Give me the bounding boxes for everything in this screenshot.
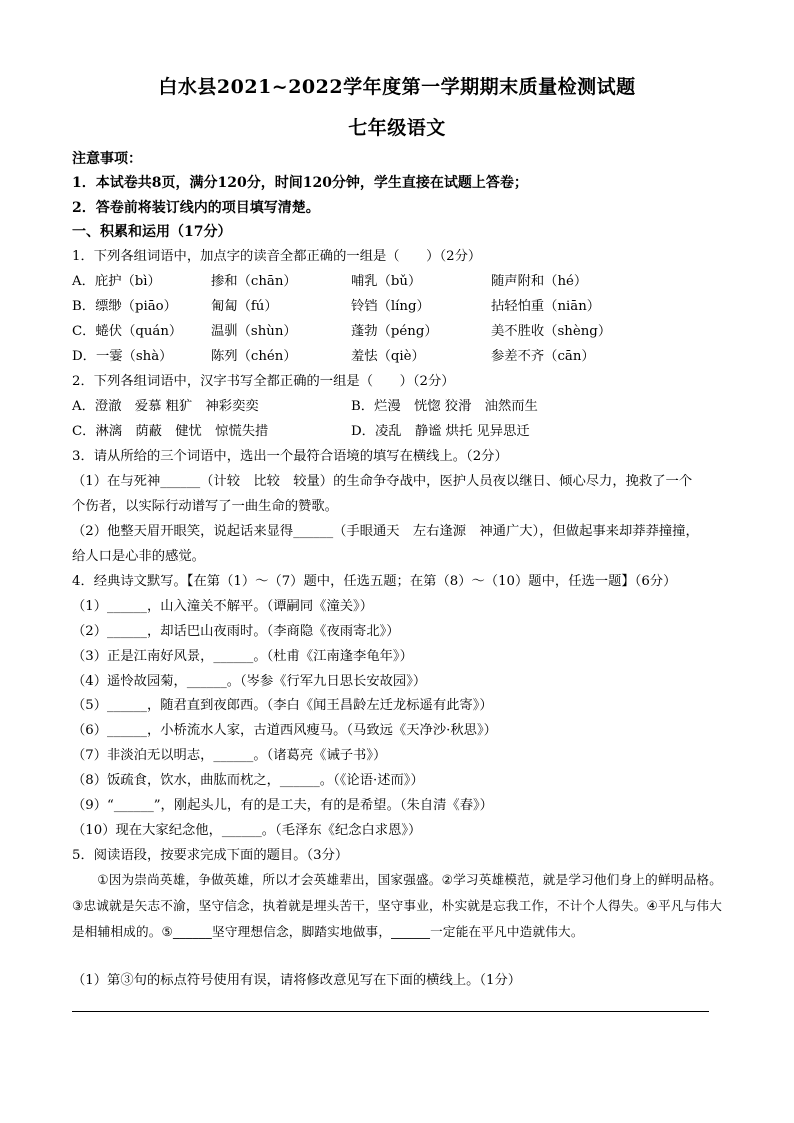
question-text: （2）他整天眉开眼笑，说起话来显得______（手眼通天 左右逢源 神通广大），但做起事来却莽莽撞撞， [72,524,699,539]
option-item: 拈轻怕重（niān） [491,299,601,314]
section-heading: 一、积累和运用（17分） [72,224,232,240]
option-item: D．凌乱 静谧 烘托 见异思迁 [351,424,530,439]
question-stem: 4．经典诗文默写。【在第（1）～（7）题中，任选五题；在第（8）～（10）题中，任选一题】（6分） [72,574,677,589]
recite-item: （8）饭疏食，饮水，曲肱而枕之，______。（《论语·述而》） [72,773,424,788]
recite-item: （3）正是江南好风景，______。（杜甫《江南逢李龟年》） [72,649,413,664]
notice-item: 2．答卷前将装订线内的项目填写清楚。 [72,200,320,216]
recite-item: （5）______，随君直到夜郎西。（李白《闻王昌龄左迁龙标遥有此寄》） [72,698,493,713]
option-item: C．淋漓 荫蔽 健忧 惊慌失措 [72,424,269,439]
option-item: B．缥缈（piāo） [72,299,177,314]
option-item: D．一霎（shà） [72,349,173,364]
recite-item: （2）______，却话巴山夜雨时。（李商隐《夜雨寄北》） [72,624,400,639]
option-item: 铃铛（líng） [351,299,430,314]
option-item: 参差不齐（cān） [491,349,595,364]
notice-item: 1．本试卷共8页，满分120分，时间120分钟，学生直接在试题上答卷； [72,175,528,191]
option-item: A．澄澈 爱慕 粗犷 神彩奕奕 [72,399,259,414]
sub-question: （1）第③句的标点符号使用有误，请将修改意见写在下面的横线上。（1分） [72,973,522,988]
question-stem: 2．下列各组词语中，汉字书写全都正确的一组是（ ）（2分） [72,374,455,389]
option-item: B．烂漫 恍惚 狡滑 油然而生 [351,399,538,414]
option-item: 羞怯（qiè） [351,349,425,364]
option-item: 蓬勃（péng） [351,324,438,339]
exam-title: 白水县2021~2022学年度第一学期期末质量检测试题 [158,76,636,98]
recite-item: （4）遥怜故园菊，______。（岑参《行军九日思长安故园》） [72,674,427,689]
question-stem: 5．阅读语段，按要求完成下面的题目。（3分） [72,848,349,863]
recite-item: （10）现在大家纪念他，______。（毛泽东《纪念白求恩》） [72,823,422,838]
exam-subtitle: 七年级语文 [348,117,446,139]
question-text: 个伤者，以实际行动谱写了一曲生命的赞歌。 [72,499,338,514]
question-stem: 1．下列各组词语中，加点字的读音全都正确的一组是（ ）（2分） [72,249,482,264]
question-text: 给人口是心非的感觉。 [72,549,205,564]
reading-passage: ①因为崇尚英雄，争做英雄，所以才会英雄辈出，国家强盛。②学习英雄模范，就是学习他们身上的鲜明品格。③忠诚就是矢志不渝，坚守信念，执着就是埋头苦干，坚守事业，朴实就是忘我工作，不计个人得失。④平凡与伟大是相辅相成的。⑤______坚守理想信念，脚踏实地做事，______一定能在平凡中造就伟大。 [72,872,722,939]
recite-item: （7）非淡泊无以明志，______。（诸葛亮《诫子书》） [72,748,387,763]
option-item: 哺乳（bǔ） [351,274,422,289]
answer-line[interactable] [72,1011,709,1012]
recite-item: （9）“______”，刚起头儿，有的是工夫，有的是希望。（朱自清《春》） [72,798,493,813]
option-item: A．庇护（bì） [72,274,161,289]
option-item: 温驯（shùn） [211,324,297,339]
option-item: 掺和（chān） [211,274,297,289]
recite-item: （6）______，小桥流水人家，古道西风瘦马。（马致远《天净沙·秋思》） [72,723,497,738]
notice-heading: 注意事项： [72,151,142,167]
option-item: 匍匐（fú） [211,299,278,314]
option-item: C．蜷伏（quán） [72,324,183,339]
option-item: 陈列（chén） [211,349,297,364]
recite-item: （1）______，山入潼关不解平。（谭嗣同《潼关》） [72,599,373,614]
question-text: （1）在与死神______（计较 比较 较量）的生命争夺战中，医护人员夜以继日、倾心尽力，挽救了一个 [72,474,693,489]
option-item: 随声附和（hé） [491,274,588,289]
option-item: 美不胜收（shèng） [491,324,612,339]
question-stem: 3．请从所给的三个词语中，选出一个最符合语境的填写在横线上。（2分） [72,449,508,464]
